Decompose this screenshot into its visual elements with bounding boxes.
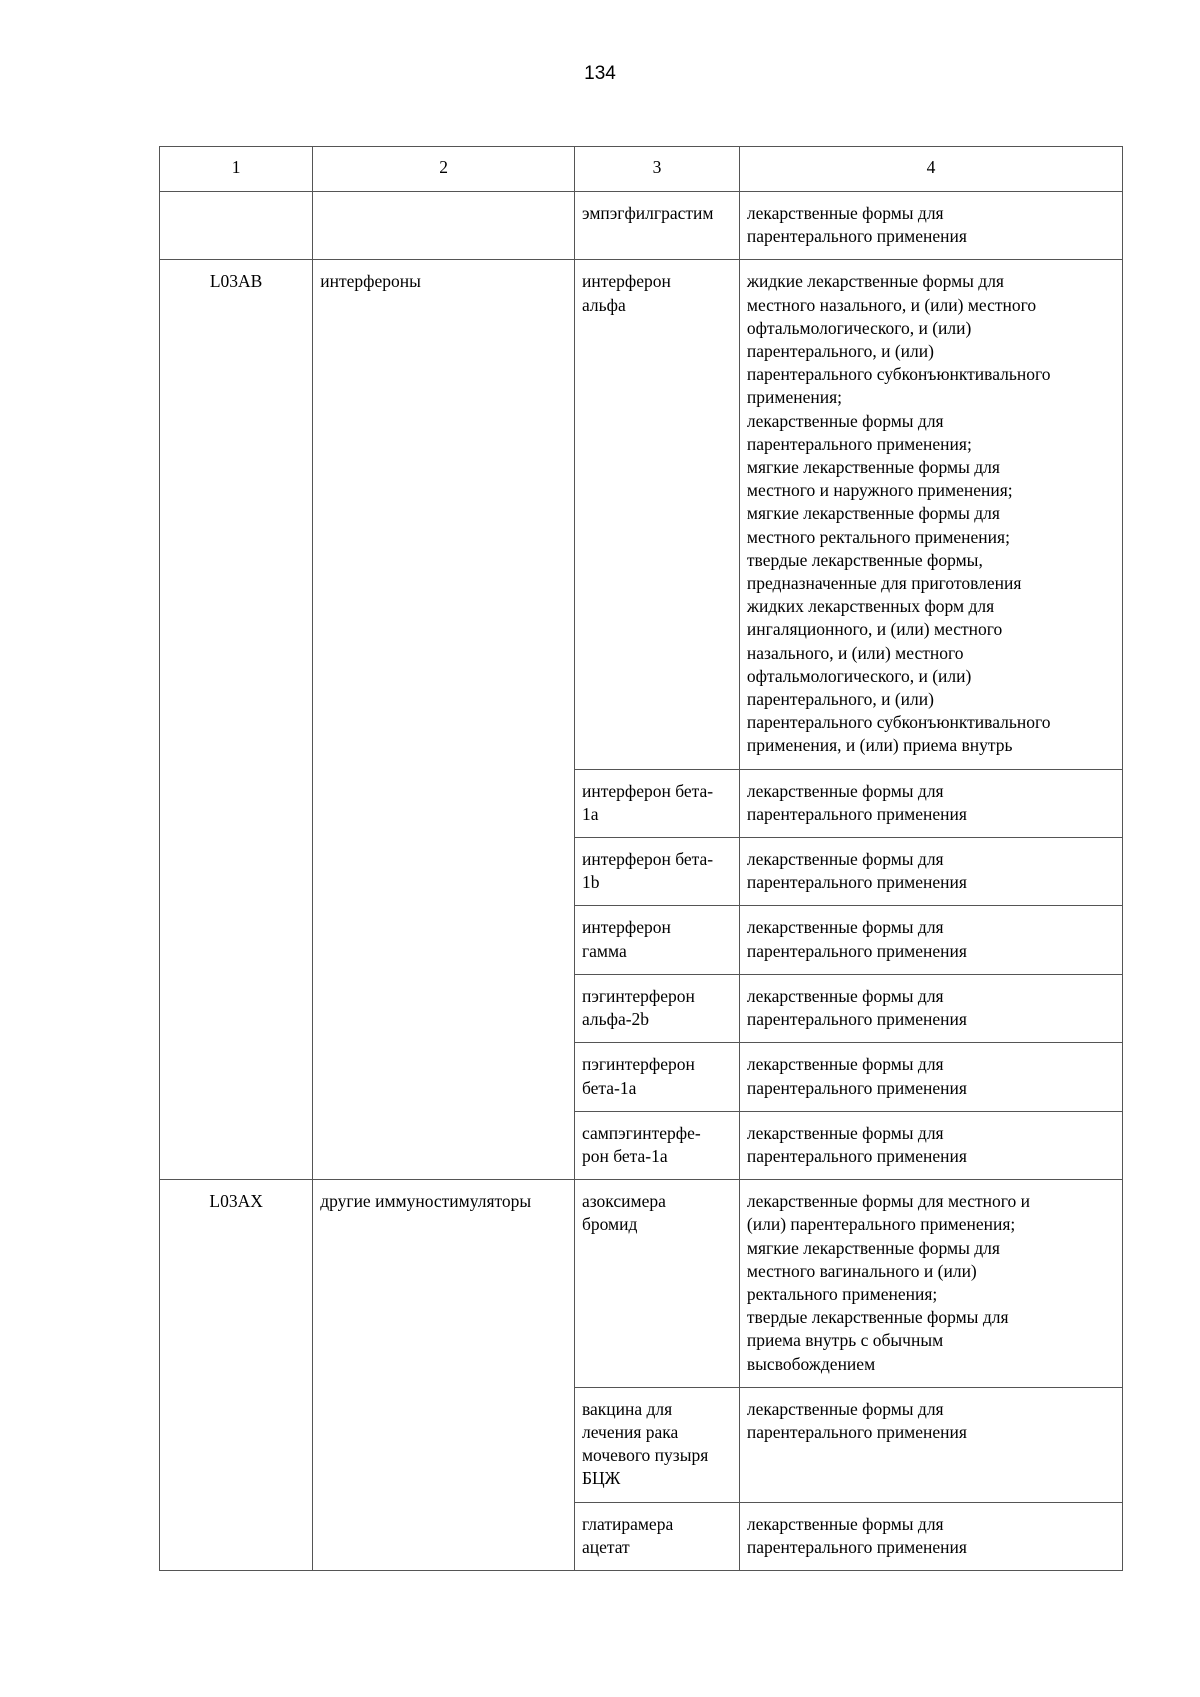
table-row	[160, 1180, 1123, 1388]
drug-table	[159, 146, 1123, 1571]
column-header: 4	[739, 147, 1122, 192]
drug-name-cell: пэгинтерферон бета-1a	[574, 1043, 739, 1111]
table-row	[160, 192, 1123, 260]
dosage-forms-cell: лекарственные формы для парентерального применения	[739, 974, 1122, 1042]
drug-name-cell: интерферон гамма	[574, 906, 739, 974]
dosage-forms-cell: лекарственные формы для парентерального применения	[739, 1502, 1122, 1570]
dosage-forms-cell: лекарственные формы для парентерального применения	[739, 906, 1122, 974]
atc-code-cell: L03AX	[160, 1180, 313, 1571]
group-name-cell	[313, 192, 575, 260]
drug-name-cell: сампэгинтерфе- рон бета-1a	[574, 1111, 739, 1179]
dosage-forms-cell: лекарственные формы для парентерального применения	[739, 1387, 1122, 1502]
atc-code-cell	[160, 192, 313, 260]
drug-name-cell: интерферон альфа	[574, 260, 739, 769]
column-header: 1	[160, 147, 313, 192]
drug-name-cell: интерферон бета- 1b	[574, 838, 739, 906]
table-header-row	[160, 147, 1123, 192]
column-header: 3	[574, 147, 739, 192]
atc-code-cell: L03AB	[160, 260, 313, 1180]
drug-name-cell: азоксимера бромид	[574, 1180, 739, 1388]
group-name-cell: интерфероны	[313, 260, 575, 1180]
drug-name-cell: пэгинтерферон альфа-2b	[574, 974, 739, 1042]
dosage-forms-cell: лекарственные формы для парентерального применения	[739, 192, 1122, 260]
dosage-forms-cell: жидкие лекарственные формы для местного назального, и (или) местного офтальмологического, и (или) парентерального, и (или) парентерального субконъюнктивального применения; лекарственные формы для парентерального применения; мягкие лекарственные формы для местного и наружного применения; мягкие лекарственные формы для местного ректального применения; твердые лекарственные формы, предназначенные для приготовления жидких лекарственных форм для ингаляционного, и (или) местного назального, и (или) местного офтальмологического, и (или) парентерального, и (или) парентерального субконъюнктивального применения, и (или) приема внутрь	[739, 260, 1122, 769]
dosage-forms-cell: лекарственные формы для местного и (или) парентерального применения; мягкие лекарственные формы для местного вагинального и (или) ректального применения; твердые лекарственные формы для приема внутрь с обычным высвобождением	[739, 1180, 1122, 1388]
column-header: 2	[313, 147, 575, 192]
drug-name-cell: эмпэгфилграстим	[574, 192, 739, 260]
dosage-forms-cell: лекарственные формы для парентерального применения	[739, 838, 1122, 906]
dosage-forms-cell: лекарственные формы для парентерального применения	[739, 1043, 1122, 1111]
drug-name-cell: вакцина для лечения рака мочевого пузыря БЦЖ	[574, 1387, 739, 1502]
table-row	[160, 260, 1123, 769]
dosage-forms-cell: лекарственные формы для парентерального применения	[739, 1111, 1122, 1179]
drug-name-cell: глатирамера ацетат	[574, 1502, 739, 1570]
page-number: 134	[584, 63, 616, 84]
group-name-cell: другие иммуностимуляторы	[313, 1180, 575, 1571]
drug-name-cell: интерферон бета- 1a	[574, 769, 739, 837]
dosage-forms-cell: лекарственные формы для парентерального применения	[739, 769, 1122, 837]
